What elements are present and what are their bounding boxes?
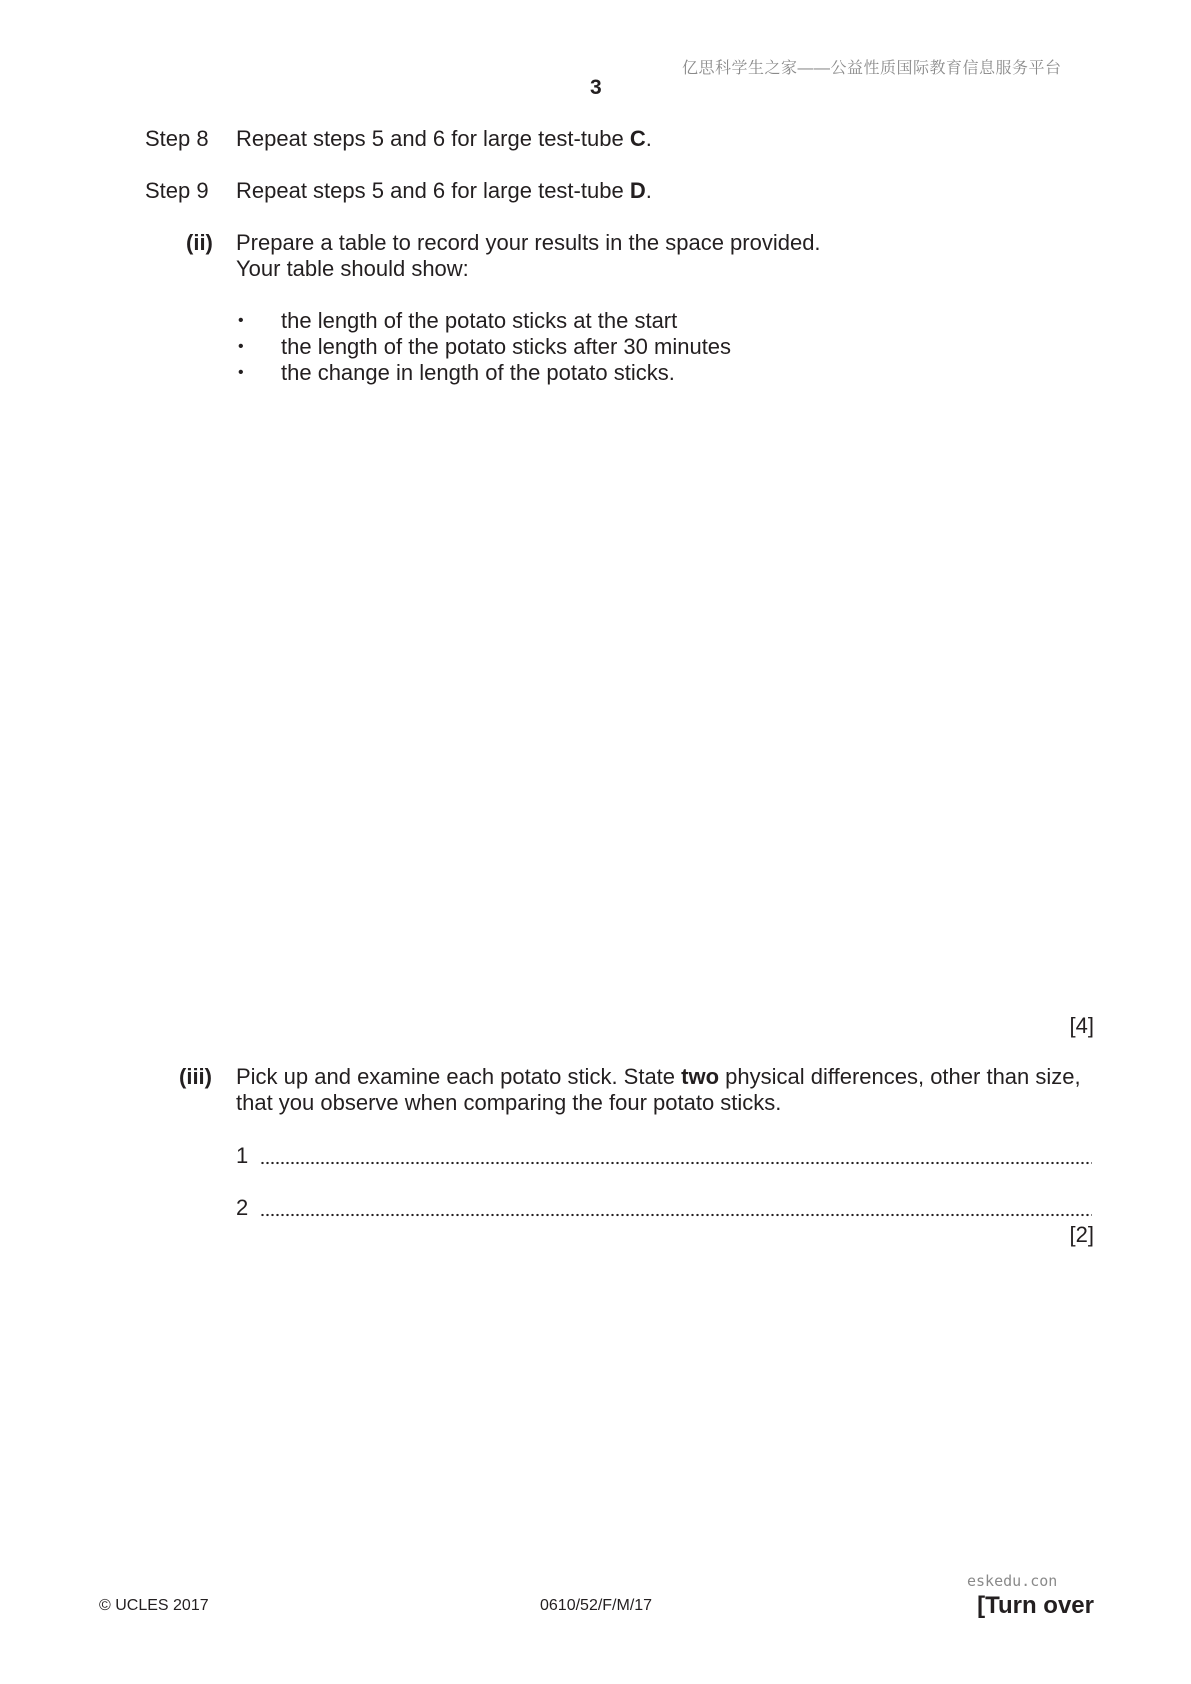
- watermark-text: 亿思科学生之家——公益性质国际教育信息服务平台: [682, 60, 1062, 77]
- part-iii-subtext: that you observe when comparing the four potato sticks.: [236, 1090, 782, 1115]
- part-iii-label: (iii): [179, 1064, 212, 1089]
- bullet-item-start-length: the length of the potato sticks at the start: [281, 308, 678, 333]
- step-8-tube-letter: C: [629, 126, 646, 151]
- step-9-label: Step 9: [145, 178, 209, 203]
- step-8-label: Step 8: [145, 126, 209, 151]
- bullet-icon: •: [238, 338, 244, 355]
- answer-line-1[interactable]: [260, 1161, 1092, 1165]
- answer-line-2[interactable]: [260, 1213, 1092, 1217]
- part-ii-subtext: Your table should show:: [236, 256, 469, 281]
- answer-line-1-number: 1: [236, 1143, 249, 1168]
- table-answer-space[interactable]: [236, 400, 1094, 1000]
- step-9-text: Repeat steps 5 and 6 for large test-tube D.: [236, 178, 652, 203]
- bullet-item-change-length: the change in length of the potato sticks.: [281, 360, 675, 385]
- part-ii-label: (ii): [186, 230, 213, 255]
- part-iii-instruction: Pick up and examine each potato stick. State two physical differences, other than size,: [236, 1064, 1081, 1089]
- bullet-item-after-length: the length of the potato sticks after 30 minutes: [281, 334, 732, 359]
- site-watermark: eskedu.con: [967, 1572, 1058, 1590]
- bullet-icon: •: [238, 312, 244, 329]
- paper-code: 0610/52/F/M/17: [540, 1597, 653, 1614]
- bullet-icon: •: [238, 364, 244, 381]
- page-number: 3: [590, 76, 602, 99]
- turn-over-text: [Turn over: [977, 1592, 1094, 1619]
- part-ii-instruction: Prepare a table to record your results in the space provided.: [236, 230, 821, 255]
- part-iii-marks: [2]: [1069, 1222, 1094, 1247]
- answer-line-2-number: 2: [236, 1195, 249, 1220]
- part-iii-emphasis: two: [681, 1064, 720, 1089]
- step-9-tube-letter: D: [629, 178, 646, 203]
- part-ii-marks: [4]: [1069, 1013, 1094, 1038]
- step-8-text: Repeat steps 5 and 6 for large test-tube C.: [236, 126, 652, 151]
- copyright-text: © UCLES 2017: [99, 1597, 209, 1614]
